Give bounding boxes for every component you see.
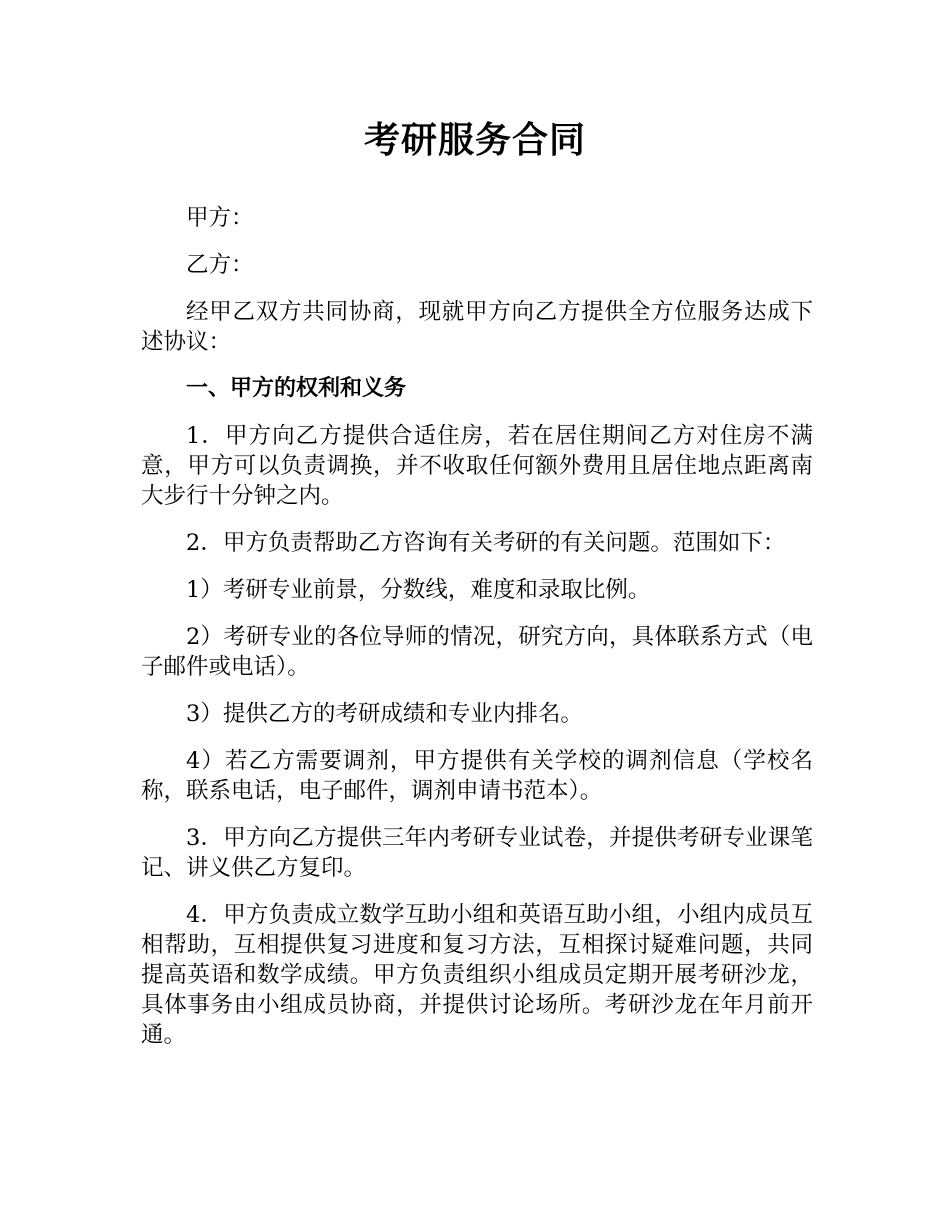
party-b-line: 乙方： (186, 252, 254, 278)
clause-4: 4．甲方负责成立数学互助小组和英语互助小组，小组内成员互相帮助，互相提供复习进度和复习方法，互相探讨疑难问题，共同提高英语和数学成绩。甲方负责组织小组成员定期开展考研沙龙，具体事务由小组成员协商，并提供讨论场所。考研沙龙在年月前开通。 (141, 902, 813, 1048)
party-a-line: 甲方： (186, 205, 254, 231)
clause-2-sub-1: 1）考研专业前景，分数线，难度和录取比例。 (186, 577, 651, 603)
intro-paragraph: 经甲乙双方共同协商，现就甲方向乙方提供全方位服务达成下述协议： (141, 299, 813, 355)
clause-2-sub-3: 3）提供乙方的考研成绩和专业内排名。 (186, 701, 583, 727)
contract-body (141, 203, 813, 1067)
clause-3: 3．甲方向乙方提供三年内考研专业试卷，并提供考研专业课笔记、讲义供乙方复印。 (141, 825, 813, 881)
clause-2-sub-4: 4）若乙方需要调剂，甲方提供有关学校的调剂信息（学校名称，联系电话，电子邮件，调剂申请书范本）。 (141, 748, 813, 804)
clause-2-sub-2: 2）考研专业的各位导师的情况，研究方向，具体联系方式（电子邮件或电话）。 (141, 624, 813, 680)
clause-1: 1．甲方向乙方提供合适住房，若在居住期间乙方对住房不满意，甲方可以负责调换，并不收取任何额外费用且居住地点距离南大步行十分钟之内。 (141, 423, 813, 509)
document-title: 考研服务合同 (363, 120, 586, 161)
section-heading-party-a-rights: 一、甲方的权利和义务 (186, 376, 407, 401)
clause-2: 2．甲方负责帮助乙方咨询有关考研的有关问题。范围如下： (186, 530, 786, 556)
